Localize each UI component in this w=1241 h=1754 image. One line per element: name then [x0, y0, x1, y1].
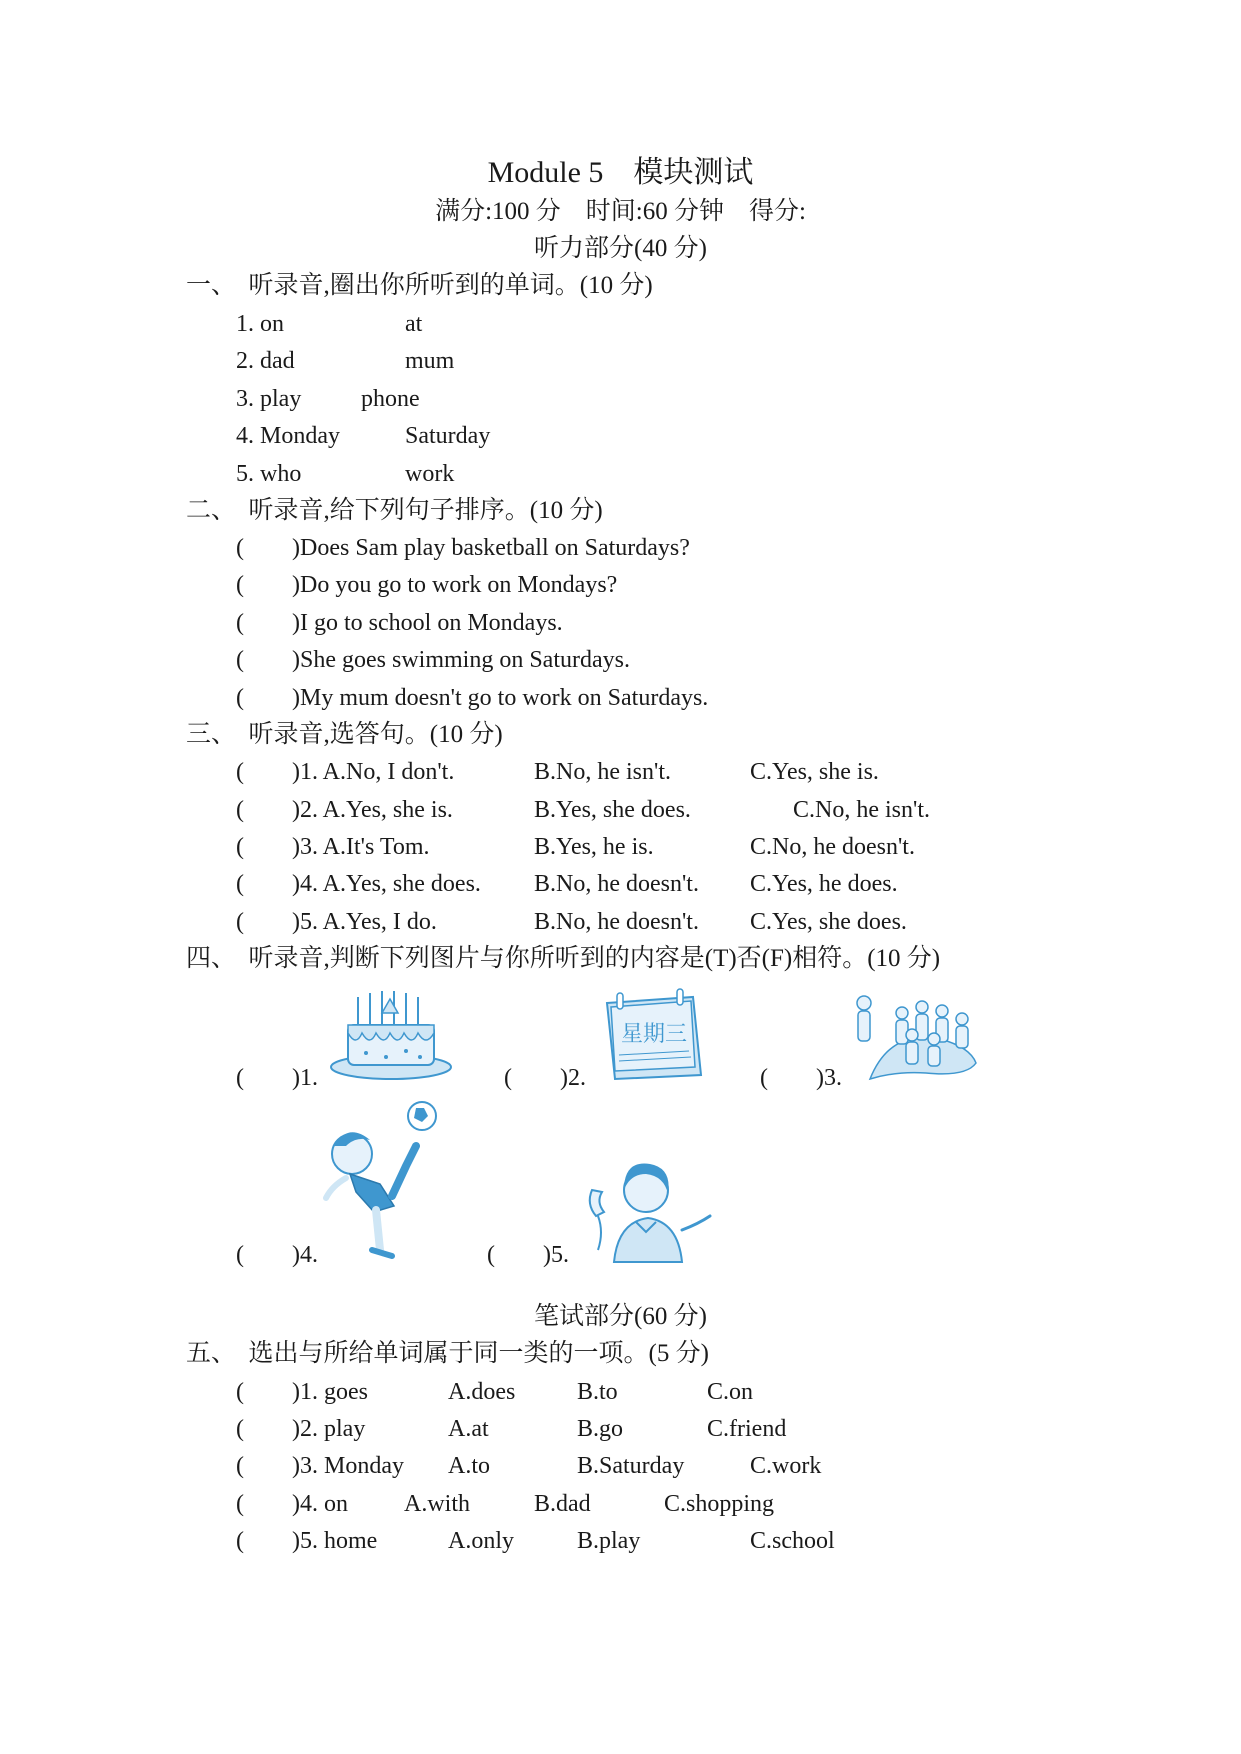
s1-item-2-a: 2. dad — [236, 348, 295, 374]
s5-open-paren: ( — [236, 1491, 244, 1517]
section-5-heading: 五、 选出与所给单词属于同一类的一项。(5 分) — [186, 1340, 709, 1367]
s1-item-2-b: mum — [405, 348, 455, 374]
s2-open-paren: ( — [236, 535, 244, 561]
s3-q2: )2. A.Yes, she is. — [292, 797, 453, 823]
s1-item-4-b: Saturday — [405, 423, 491, 449]
s1-item-3-b: phone — [361, 386, 420, 412]
s5-q3: )3. Monday — [292, 1453, 404, 1479]
s5-q3-c: C.work — [750, 1453, 822, 1479]
s4-label-3: )3. — [816, 1065, 842, 1091]
s5-q2-b: B.go — [577, 1416, 624, 1442]
s4-label-2: )2. — [560, 1065, 586, 1091]
s1-item-1-b: at — [405, 311, 423, 337]
s3-q3-b: B.Yes, he is. — [534, 834, 654, 860]
birthday-cake-icon — [328, 983, 454, 1083]
s2-open-paren: ( — [236, 647, 244, 673]
s5-q1-b: B.to — [577, 1379, 618, 1405]
s1-item-4-a: 4. Monday — [236, 423, 340, 449]
s5-q3-b: B.Saturday — [577, 1453, 685, 1479]
s4-open-paren: ( — [487, 1242, 495, 1268]
s2-open-paren: ( — [236, 610, 244, 636]
s1-item-3-a: 3. play — [236, 386, 302, 412]
s4-open-paren: ( — [236, 1065, 244, 1091]
section-1-heading: 一、 听录音,圈出你所听到的单词。(10 分) — [186, 272, 653, 299]
s3-q4-b: B.No, he doesn't. — [534, 871, 699, 897]
s5-q5-c: C.school — [750, 1528, 835, 1554]
boy-kicking-ball-icon — [322, 1100, 442, 1265]
s4-open-paren: ( — [236, 1242, 244, 1268]
s3-q3: )3. A.It's Tom. — [292, 834, 430, 860]
s3-q5-c: C.Yes, she does. — [750, 909, 907, 935]
s5-q4-a: A.with — [404, 1491, 470, 1517]
s3-open-paren: ( — [236, 834, 244, 860]
s3-q1-b: B.No, he isn't. — [534, 759, 671, 785]
s3-open-paren: ( — [236, 871, 244, 897]
s2-sentence-5: )My mum doesn't go to work on Saturdays. — [292, 685, 709, 711]
s3-q1-c: C.Yes, she is. — [750, 759, 879, 785]
s5-q3-a: A.to — [448, 1453, 490, 1479]
s4-label-1: )1. — [292, 1065, 318, 1091]
s5-open-paren: ( — [236, 1453, 244, 1479]
s4-open-paren: ( — [504, 1065, 512, 1091]
s5-q5-a: A.only — [448, 1528, 514, 1554]
s4-label-4: )4. — [292, 1242, 318, 1268]
s5-q4: )4. on — [292, 1491, 348, 1517]
s3-open-paren: ( — [236, 759, 244, 785]
s5-q1: )1. goes — [292, 1379, 368, 1405]
section-3-heading: 三、 听录音,选答句。(10 分) — [186, 721, 503, 748]
s3-q3-c: C.No, he doesn't. — [750, 834, 915, 860]
s5-q5-b: B.play — [577, 1528, 641, 1554]
s1-item-5-b: work — [405, 461, 455, 487]
s2-sentence-2: )Do you go to work on Mondays? — [292, 572, 618, 598]
s3-q4: )4. A.Yes, she does. — [292, 871, 481, 897]
s2-sentence-4: )She goes swimming on Saturdays. — [292, 647, 630, 673]
s3-open-paren: ( — [236, 909, 244, 935]
s3-q5: )5. A.Yes, I do. — [292, 909, 437, 935]
s5-q4-b: B.dad — [534, 1491, 591, 1517]
s5-q5: )5. home — [292, 1528, 378, 1554]
s1-item-5-a: 5. who — [236, 461, 302, 487]
s1-item-1-a: 1. on — [236, 311, 284, 337]
s5-q2-a: A.at — [448, 1416, 489, 1442]
exam-meta: 满分:100 分 时间:60 分钟 得分: — [435, 198, 806, 225]
s3-q2-c: C.No, he isn't. — [793, 797, 930, 823]
s2-sentence-1: )Does Sam play basketball on Saturdays? — [292, 535, 690, 561]
s5-q4-c: C.shopping — [664, 1491, 775, 1517]
calendar-text: 星期三 — [621, 1022, 688, 1047]
s3-open-paren: ( — [236, 797, 244, 823]
s2-sentence-3: )I go to school on Mondays. — [292, 610, 563, 636]
s5-q1-c: C.on — [707, 1379, 754, 1405]
calendar-icon — [597, 983, 709, 1081]
s5-q2: )2. play — [292, 1416, 366, 1442]
s4-label-5: )5. — [543, 1242, 569, 1268]
children-walking-icon — [850, 983, 980, 1081]
s2-open-paren: ( — [236, 572, 244, 598]
woman-on-phone-icon — [578, 1150, 714, 1266]
listening-part-title: 听力部分(40 分) — [534, 235, 707, 262]
s3-q4-c: C.Yes, he does. — [750, 871, 898, 897]
s3-q1: )1. A.No, I don't. — [292, 759, 455, 785]
s3-q2-b: B.Yes, she does. — [534, 797, 691, 823]
s5-q2-c: C.friend — [707, 1416, 787, 1442]
section-2-heading: 二、 听录音,给下列句子排序。(10 分) — [186, 497, 603, 524]
section-4-heading: 四、 听录音,判断下列图片与你所听到的内容是(T)否(F)相符。(10 分) — [186, 945, 941, 972]
s2-open-paren: ( — [236, 685, 244, 711]
page-title: Module 5 模块测试 — [487, 156, 754, 189]
s3-q5-b: B.No, he doesn't. — [534, 909, 699, 935]
s5-open-paren: ( — [236, 1528, 244, 1554]
writing-part-title: 笔试部分(60 分) — [534, 1303, 707, 1330]
s5-open-paren: ( — [236, 1416, 244, 1442]
s5-open-paren: ( — [236, 1379, 244, 1405]
s4-open-paren: ( — [760, 1065, 768, 1091]
s5-q1-a: A.does — [448, 1379, 516, 1405]
